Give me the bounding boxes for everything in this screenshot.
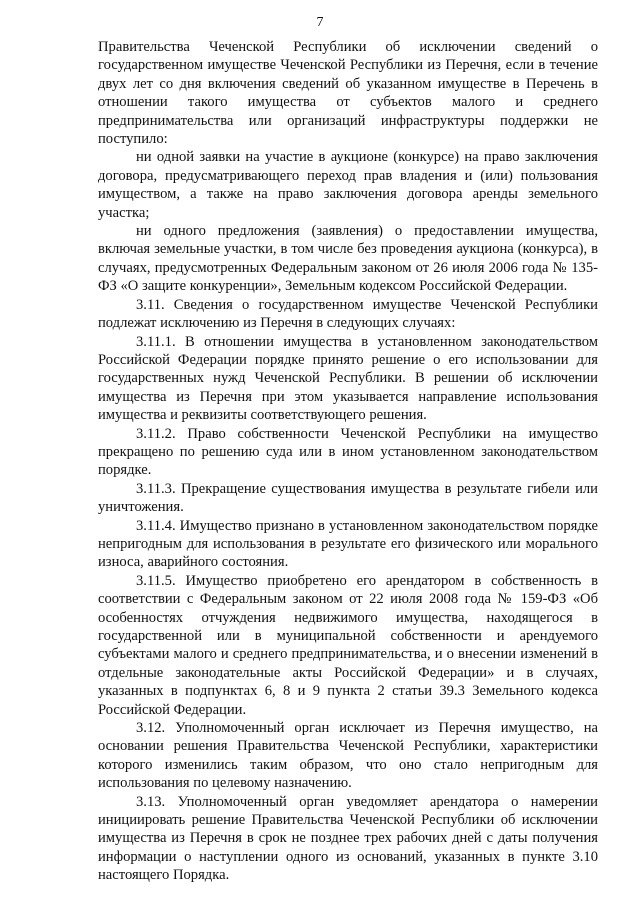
document-body: [98, 38, 598, 885]
paragraph-3-13: 3.13. Уполномоченный орган уведомляет арендатора о намерении инициировать решение Правительства Чеченской Республики об исключении имущества из Перечня в срок не позднее трех рабочих дней с даты получения информации о наступлении одного из оснований, указанных в пункте 3.10 настоящего Порядка.: [98, 793, 598, 884]
paragraph-3-11-4: 3.11.4. Имущество признано в установленном законодательством порядке непригодным для использования в результате его физического или морального износа, аварийного состояния.: [98, 517, 598, 571]
page-number: 7: [316, 15, 324, 30]
paragraph-3-11-2: 3.11.2. Право собственности Чеченской Республики на имущество прекращено по решению суда или в ином установленном законодательством порядке.: [98, 425, 598, 479]
paragraph-3-11-1: 3.11.1. В отношении имущества в установленном законодательством Российской Федерации порядке принято решение о его использовании для государственных нужд Чеченской Республики. В решении об исключении имущества из Перечня при этом указывается направление использования имущества и реквизиты соответствующего решения.: [98, 333, 598, 424]
paragraph-3-11-3: 3.11.3. Прекращение существования имущества в результате гибели или уничтожения.: [98, 480, 598, 516]
paragraph-continuation: Правительства Чеченской Республики об исключении сведений о государственном имуществе Чеченской Республики из Перечня, если в течение двух лет со дня включения сведений об указанном имуществе в Перечень в отношении такого имущества от субъектов малого и среднего предпринимательства или организаций инфраструктуры поддержки не поступило:: [98, 39, 598, 148]
paragraph-3-12: 3.12. Уполномоченный орган исключает из Перечня имущество, на основании решения Правительства Чеченской Республики, характеристики которого изменились таким образом, что оно стало непригодным для использования по целевому назначению.: [98, 720, 598, 792]
paragraph-3-11-5: 3.11.5. Имущество приобретено его арендатором в собственность в соответствии с Федеральным законом от 22 июля 2008 года № 159-ФЗ «Об особенностях отчуждения недвижимого имущества, находящегося в государственной или в муниципальной собственности и арендуемого субъектами малого и среднего предпринимательства, и о внесении изменений в отдельные законодательные акты Российской Федерации» и в случаях, указанных в подпунктах 6, 8 и 9 пункта 2 статьи 39.3 Земельного кодекса Российской Федерации.: [98, 572, 598, 718]
paragraph-3-11: 3.11. Сведения о государственном имуществе Чеченской Республики подлежат исключению из Перечня в следующих случаях:: [98, 296, 598, 332]
paragraph-no-applications: ни одной заявки на участие в аукционе (конкурсе) на право заключения договора, предусматривающего переход прав владения и (или) пользования имуществом, а также на право заключения договора аренды земельного участка;: [98, 149, 598, 221]
paragraph-no-proposals: ни одного предложения (заявления) о предоставлении имущества, включая земельные участки, в том числе без проведения аукциона (конкурса), в случаях, предусмотренных Федеральным законом от 26 июля 2006 года № 135-ФЗ «О защите конкуренции», Земельным кодексом Российской Федерации.: [98, 223, 598, 295]
